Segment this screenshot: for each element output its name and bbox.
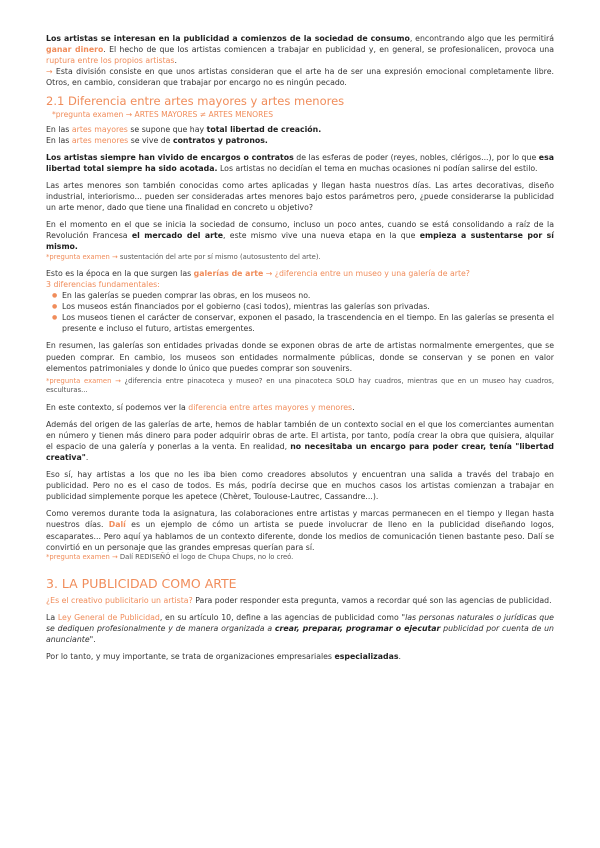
three-differences-label: 3 diferencias fundamentales: [46, 280, 160, 289]
exam-note-major-minor: *pregunta examen → ARTES MAYORES ≠ ARTES MENORES [52, 110, 274, 120]
section-heading-3: 3. LA PUBLICIDAD COMO ARTE [46, 576, 237, 592]
paragraph-encargos: Los artistas siempre han vivido de encargos o contratos de las esferas de poder (reyes, nobles, clérigos...), por lo que esa libertad total siempre ha sido acotada. Los artistas no decidían el tema en muchas ocasiones ni podían salirse del estilo. [46, 152, 554, 173]
paragraph-ley-general: La Ley General de Publicidad, en su artículo 10, define a las agencias de publicidad como "las personas naturales o jurídicas que se dediquen profesionalmente y de manera organizada a crear, preparar, programar o ejecutar publicidad por cuenta de un anunciante". [46, 613, 554, 645]
paragraph-creativo-artista: ¿Es el creativo publicitario un artista? Para poder responder esta pregunta, vamos a recordar qué son las agencias de publicidad. [46, 596, 552, 606]
line-artes-mayores: En las artes mayores se supone que hay total libertad de creación. [46, 124, 322, 134]
list-item: ● Los museos están financiados por el gobierno (casi todos), mientras las galerías son privadas. [62, 301, 554, 312]
paragraph-mercado-arte: En el momento en el que se inicia la sociedad de consumo, incluso un poco antes, cuando se está consolidando a raíz de la Revolución Francesa el mercado del arte, este mismo vive una nueva etapa en la que empieza a sustentarse por sí mismo. [46, 220, 554, 252]
differences-list [46, 290, 554, 334]
list-item: ● En las galerías se pueden comprar las obras, en los museos no. [62, 290, 554, 301]
paragraph-artes-menores: Las artes menores son también conocidas como artes aplicadas y llegan hasta nuestros días. Las artes decorativas, diseño industrial, interiorismo... pueden ser consideradas artes menores bajo estos parámetros pero, ¿puede considerarse la publicidad un arte menor, dado que tiene una finalidad en concreto u objetivo? [46, 180, 554, 213]
paragraph-resumen: En resumen, las galerías son entidades privadas donde se exponen obras de arte de artistas normalmente emergentes, que se pueden comprar. En cambio, los museos son entidades normalmente públicas, donde se conservan y se ponen en valor elementos patrimoniales y donde lo único que puedes comprar son souvenirs. [46, 341, 554, 373]
arrow-icon: → [46, 67, 53, 77]
exam-note-sustentacion: *pregunta examen → sustentación del arte por sí mismo (autosustento del arte). [46, 252, 321, 261]
paragraph-artists-consumer-society: Los artistas se interesan en la publicidad a comienzos de la sociedad de consumo, encontrando algo que les permitirá ganar dinero. El hecho de que los artistas comiencen a trabajar en publicidad y, en general, se profesionalicen, provoca una ruptura entre los propios artistas. [46, 34, 554, 66]
paragraph-contexto: En este contexto, sí podemos ver la diferencia entre artes mayores y menores. [46, 402, 355, 412]
paragraph-comerciantes: Además del origen de las galerías de arte, hemos de hablar también de un contexto social en el que los comerciantes aumentan en número y tienen más dinero para poder adquirir obras de arte. El artista, por tanto, podía crear la obra que quisiera, alquilar el espacio de una galería y ponerlas a la venta. En realidad, no necesitaba un encargo para poder crear, tenía "libertad creativa". [46, 419, 554, 462]
line-artes-menores: En las artes menores se vive de contratos y patronos. [46, 135, 268, 145]
section-heading-2-1: 2.1 Diferencia entre artes mayores y artes menores [46, 94, 345, 109]
list-item: ● Los museos tienen el carácter de conservar, exponen el pasado, la trascendencia en el tiempo. En las galerías se presenta el presente e incluso el futuro, artistas emergentes. [62, 312, 554, 334]
paragraph-division: → Esta división consiste en que unos artistas consideran que el arte ha de ser una expresión emocional completamente libre. Otros, en cambio, consideran que trabajar por encargo no es ningún pecado. [46, 67, 554, 88]
exam-note-dali: *pregunta examen → Dalí REDISEÑÓ el logo de Chupa Chups, no lo creó. [46, 552, 294, 561]
exam-note-pinacoteca: *pregunta examen → ¿diferencia entre pinacoteca y museo? en una pinacoteca SOLO hay cuadros, mientras que en un museo hay cuadros, esculturas... [46, 376, 554, 395]
paragraph-especializadas: Por lo tanto, y muy importante, se trata de organizaciones empresariales especializadas. [46, 652, 401, 662]
paragraph-artistas-publicidad: Eso sí, hay artistas a los que no les iba bien como creadores absolutos y encuentran una salida a través del trabajo en publicidad. Pero no es el caso de todos. Es más, podría decirse que en muchos casos los artistas comienzan a trabajar en publicidad simplemente porque les apetece (Chèret, Toulouse-Lautrec, Cassandre...). [46, 470, 554, 502]
paragraph-colaboraciones: Como veremos durante toda la asignatura, las colaboraciones entre artistas y marcas permanecen en el tiempo y llegan hasta nuestros días. Dalí es un ejemplo de cómo un artista se puede involucrar de lleno en la publicidad diseñando logos, escaparates... Pero aquí ya hablamos de un contexto diferente, donde los medios de comunicación tienen bastante peso. Dalí se convirtió en un personaje que las grandes empresas querían para sí. [46, 509, 554, 552]
paragraph-galerias: Esto es la época en la que surgen las galerías de arte → ¿diferencia entre un museo y una galería de arte? [46, 268, 470, 278]
